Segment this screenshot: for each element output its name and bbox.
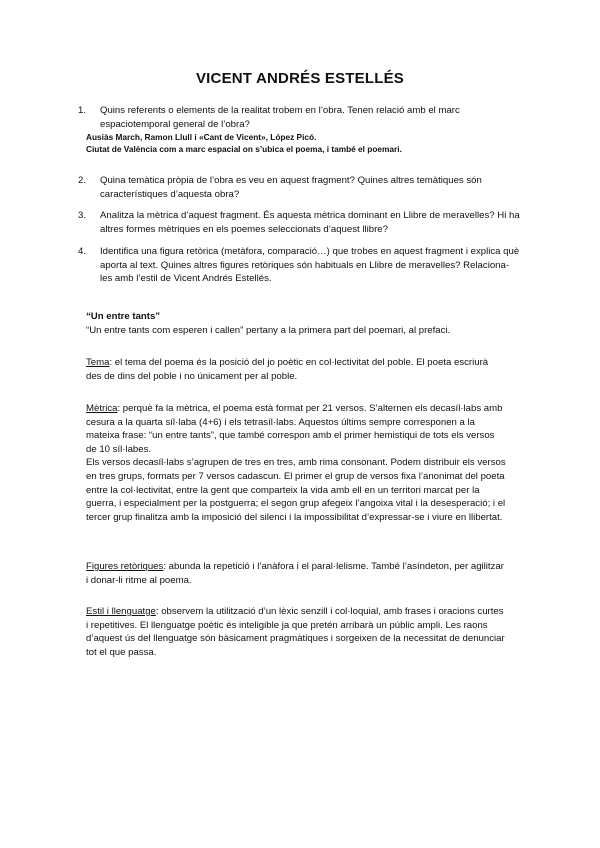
question-text: Quina temàtica pròpia de l’obra es veu en aquest fragment? Quines altres temàtiques són característiques d’aquesta obra? — [100, 175, 482, 200]
section-estil — [86, 605, 506, 659]
section-label: Figures retòriques — [86, 561, 164, 572]
section-label: Tema — [86, 357, 110, 368]
answer-line: Ausiàs March, Ramon Llull i «Cant de Vicent», López Picó. — [86, 132, 317, 142]
poem-intro: “Un entre tants com esperen i callen” pertany a la primera part del poemari, al prefaci. — [86, 325, 451, 336]
answer-line: Ciutat de València com a marc espacial on s’ubica el poema, i també el poemari. — [86, 143, 402, 154]
question-text: Identifica una figura retòrica (metàfora, comparació…) que trobes en aquest fragment i explica què aporta al text. Quines altres figures retòriques són habituals en Llibre de meravelles? Relaciona-les amb l’estil de Vicent Andrés Estellés. — [100, 246, 520, 285]
section-tema — [86, 356, 506, 383]
poem-title: “Un entre tants” — [86, 311, 161, 322]
answer-1 — [86, 132, 556, 155]
question-number: 1. — [78, 105, 87, 116]
question-number: 2. — [78, 175, 87, 186]
document-title: VICENT ANDRÉS ESTELLÉS — [195, 70, 405, 87]
section-label: Estil i llenguatge — [86, 606, 156, 617]
question-2 — [78, 174, 520, 201]
question-number: 4. — [78, 246, 87, 257]
question-number: 3. — [78, 210, 87, 221]
question-text: Analitza la mètrica d’aquest fragment. És aquesta mètrica dominant en Llibre de meravelles? Hi ha altres formes mètriques en els poemes seleccionats d’aquest llibre? — [100, 210, 520, 235]
section-text: : abunda la repetició i l’anàfora i el paral·lelisme. També l’asíndeton, per agilitzar i donar-li ritme al poema. — [86, 561, 504, 586]
question-1 — [78, 104, 520, 131]
question-4 — [78, 245, 520, 286]
section-label: Mètrica — [86, 403, 118, 414]
section-metrica — [86, 402, 506, 524]
section-text-continued: Els versos decasíl·labs s’agrupen de tres en tres, amb rima consonant. Podem distribuir els versos en tres grups, formats per 7 versos cadascun. El primer el grup de versos fixa l’anonimat del poeta entre la col·lectivitat, entre la gent que comparteix la vida amb ell en un territori marcat per la guerra, i especialment per la postguerra; el segon grup afegeix l’angoixa vital i la desesperació; i el tercer grup finalitza amb la imposició del silenci i la impossibilitat d’expressar-se i viure en llibertat. — [86, 457, 506, 523]
section-text: : observem la utilització d’un lèxic senzill i col·loquial, amb frases i oracions curtes i repetitives. El llenguatge poètic és inteligible ja que pretén arribarà un públic ampli. Les raons d’aquest ús del llenguatge són bàsicament pragmàtiques i sorgeixen de la necessitat de denunciar tot el que passa. — [86, 606, 505, 658]
question-text: Quins referents o elements de la realitat trobem en l’obra. Tenen relació amb el marc espaciotemporal general de l’obra? — [100, 105, 460, 130]
section-text: : el tema del poema és la posició del jo poètic en col·lectivitat del poble. El poeta escriurà des de dins del poble i no únicament per al poble. — [86, 357, 489, 382]
section-text: : perquè fa la mètrica, el poema està format per 21 versos. S’alternen els decasíl·labs amb cesura a la quarta síl·laba (4+6) i els tetrasíl·labs. Aquestos últims sempre corresponen a la mateixa frase: “un entre tants”, que també correspon amb el primer hemistiqui de tots els versos de 10 síl·labes. — [86, 403, 503, 455]
section-figures — [86, 560, 506, 587]
question-3 — [78, 209, 520, 236]
